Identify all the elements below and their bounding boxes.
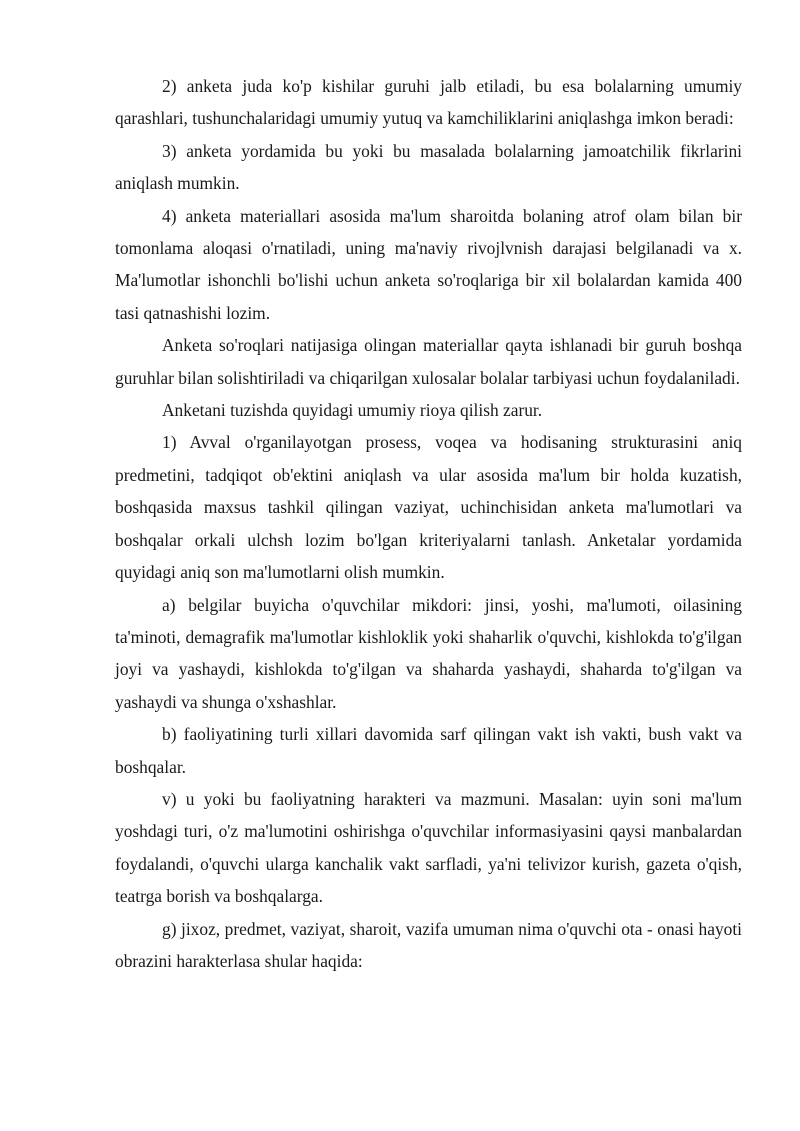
paragraph-item-v: v) u yoki bu faoliyatning harakteri va mazmuni. Masalan: uyin soni ma'lum yoshdagi turi, o'z ma'lumotini oshirishga o'quvchilar informasiyasini qaysi manbalardan foydalandi, o'quvchi ularga kanchalik vakt sarfladi, ya'ni telivizor kurish, gazeta o'qish, teatrga borish va boshqalarga.: [115, 788, 742, 907]
paragraph-item-4: 4) anketa materiallari asosida ma'lum sharoitda bolaning atrof olam bilan bir tomonlama aloqasi o'rnatiladi, uning ma'naviy rivojlvnish darajasi belgilanadi va x. Ma'lumotlar ishonchli bo'lishi uchun anketa so'roqlariga bir xil bolalardan kamida 400 tasi qatnashishi lozim.: [115, 205, 742, 323]
paragraph-item-2: 2) anketa juda ko'p kishilar guruhi jalb etiladi, bu esa bolalarning umumiy qarashlari, tushunchalaridagi umumiy yutuq va kamchiliklarini aniqlashga imkon beradi:: [115, 76, 742, 129]
paragraph-item-3: 3) anketa yordamida bu yoki bu masalada bolalarning jamoatchilik fikrlarini aniqlash mumkin.: [115, 140, 742, 194]
paragraph-processing: Anketa so'roqlari natijasiga olingan materiallar qayta ishlanadi bir guruh boshqa guruhlar bilan solishtiriladi va chiqarilgan xulosalar bolalar tarbiyasi uchun foydalaniladi.: [115, 335, 742, 388]
paragraph-rule-1: 1) Avval o'rganilayotgan prosess, voqea va hodisaning strukturasini aniq predmetini, tadqiqot ob'ektini aniqlash va ular asosida ma'lum bir holda kuzatish, boshqasida maxsus tashkil qilingan vaziyat, uchinchisidan anketa ma'lumotlari va boshqalar orkali ulchsh lozim bo'lgan kriteriyalarni tanlash. Anketalar yordamida quyidagi aniq son ma'lumotlarni olish mumkin.: [115, 432, 742, 583]
paragraph-item-b: b) faoliyatining turli xillari davomida sarf qilingan vakt ish vakti, bush vakt va boshqalar.: [115, 724, 742, 777]
paragraph-item-g: g) jixoz, predmet, vaziyat, sharoit, vazifa umuman nima o'quvchi ota - onasi hayoti obrazini harakterlasa shular haqida:: [115, 918, 742, 971]
document-page: [115, 70, 742, 977]
paragraph-rules-intro: Anketani tuzishda quyidagi umumiy rioya qilish zarur.: [162, 400, 543, 421]
paragraph-item-a: a) belgilar buyicha o'quvchilar mikdori: jinsi, yoshi, ma'lumoti, oilasining ta'minoti, demagrafik ma'lumotlar kishloklik yoki shaharlik o'quvchi, kishlokda to'g'ilgan joyi va yashaydi, kishlokda to'g'ilgan va shaharda yashaydi, shaharda to'g'ilgan va yashaydi va shunga o'xshashlar.: [115, 594, 742, 712]
